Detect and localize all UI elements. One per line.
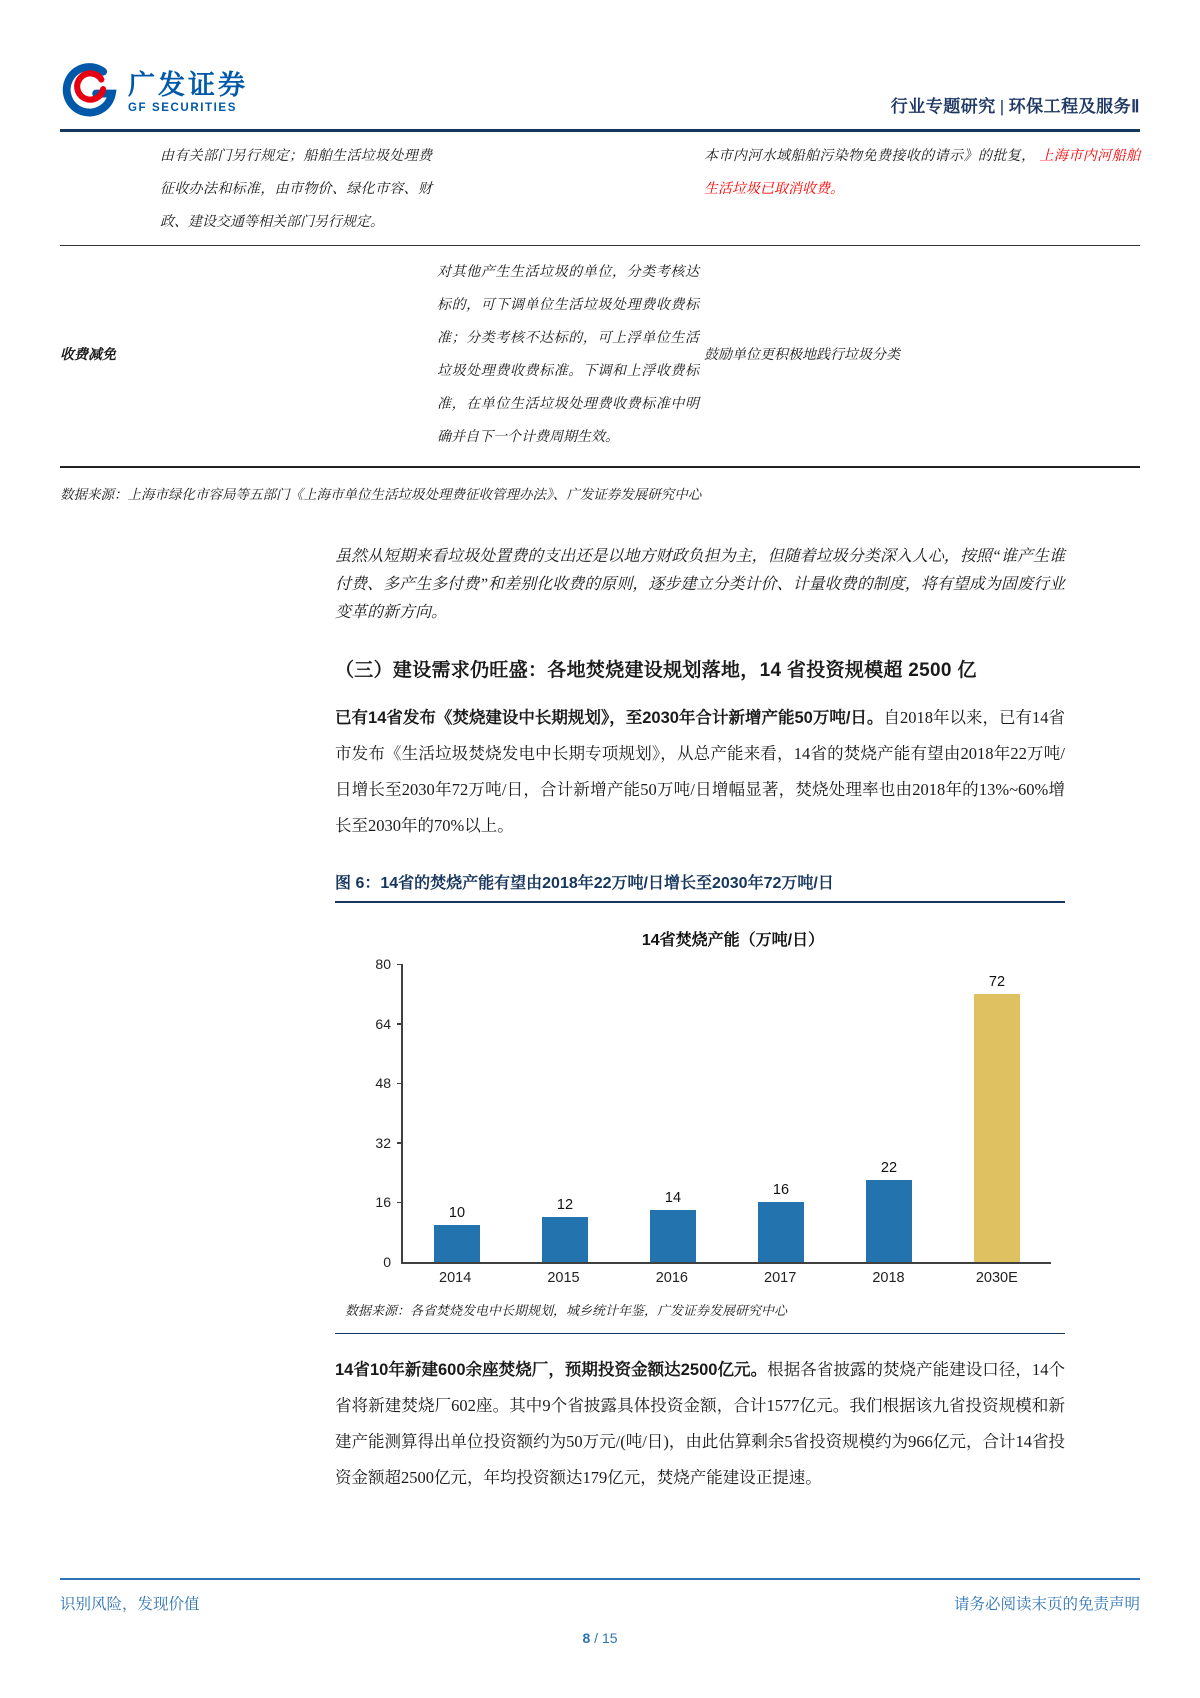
figure-caption: 图 6：14省的焚烧产能有望由2018年22万吨/日增长至2030年72万吨/日 (335, 870, 1065, 903)
y-axis-tick-label: 32 (375, 1134, 391, 1151)
bar-2014 (434, 1225, 480, 1262)
paragraph-comment: 虽然从短期来看垃圾处置费的支出还是以地方财政负担为主，但随着垃圾分类深入人心，按照“谁产生谁付费、多产生多付费”和差别化收费的原则，逐步建立分类计价、计量收费的制度，将有望成为固废行业变革的新方向。 (335, 548, 1065, 621)
x-axis-category-label: 2018 (872, 1270, 905, 1286)
bar-group-2014 (403, 964, 511, 1262)
table-row (60, 246, 1140, 468)
table-cell-regulation: 由有关部门另行规定；船舶生活垃圾处理费征收办法和标准，由市物价、绿化市容、财政、建设交通等相关部门另行规定。 (160, 149, 432, 230)
chart-bars (403, 964, 1051, 1262)
y-axis-tick-mark (397, 1083, 403, 1085)
table-cell-note (704, 140, 1140, 239)
figure-6-chart (335, 903, 1065, 1334)
chart-plot (375, 956, 1051, 1270)
bar-group-2015 (511, 964, 619, 1262)
chart-y-labels (347, 956, 391, 1270)
y-axis-tick-mark (397, 964, 403, 966)
table-data-source: 数据来源：上海市绿化市容局等五部门《上海市单位生活垃圾处理费征收管理办法》、广发证券发展研究中心 (60, 487, 702, 502)
table-row (60, 132, 1140, 246)
paragraph-lead-bold: 已有14省发布《焚烧建设中长期规划》，至2030年合计新增产能50万吨/日。 (335, 709, 884, 727)
table-cell-empty (60, 140, 155, 239)
note-text: 本市内河水域船舶污染物免费接收的请示》的批复， (704, 149, 1036, 164)
report-category (891, 92, 1140, 123)
body-column (335, 543, 1065, 1496)
x-axis-category-label: 2014 (439, 1270, 472, 1286)
x-axis-category-label: 2017 (764, 1270, 797, 1286)
chart-x-labels (401, 1270, 1051, 1286)
y-axis-tick-label: 64 (375, 1015, 391, 1032)
section-heading: （三）建设需求仍旺盛：各地焚烧建设规划落地，14 省投资规模超 2500 亿 (335, 660, 977, 681)
bar-value-label: 12 (556, 1197, 574, 1214)
bar-2030E (974, 994, 1020, 1262)
page-footer (60, 1578, 1140, 1646)
row-label-fee-reduction: 收费减免 (60, 347, 116, 363)
industry-label: 环保工程及服务Ⅱ (1008, 97, 1140, 116)
page-header (60, 62, 1140, 132)
bar-value-label: 10 (448, 1204, 466, 1221)
category-separator: | (999, 97, 1005, 116)
x-axis-category-label: 2030E (975, 1270, 1018, 1286)
gf-securities-logo (60, 62, 248, 123)
doc-type-label: 行业专题研究 (890, 97, 996, 116)
paragraph-body-text: 根据各省披露的焚烧产能建设口径，14个省将新建焚烧厂602座。其中9个省披露具体投资金额，合计1577亿元。我们根据该九省投资规模和新建产能测算得出单位投资额约为50万元/(吨/日)，由此估算剩余5省投资规模约为966亿元，合计14省投资金额超2500亿元，年均投资额达179亿元，焚烧产能建设正提速。 (335, 1360, 1065, 1487)
page-number (60, 1630, 1140, 1646)
footer-disclaimer: 请务必阅读末页的免责声明 (953, 1596, 1140, 1613)
bar-group-2016 (619, 964, 727, 1262)
bar-group-2018 (835, 964, 943, 1262)
chart-area (375, 956, 1051, 1286)
gf-logo-icon (60, 62, 120, 123)
paragraph-investment (335, 1352, 1065, 1496)
page-separator: / (590, 1630, 602, 1646)
y-axis-tick-mark (397, 1202, 403, 1204)
bar-2018 (866, 1180, 912, 1262)
chart-data-source: 数据来源：各省焚烧发电中长期规划，城乡统计年鉴，广发证券发展研究中心 (345, 1303, 788, 1318)
paragraph-lead-bold: 14省10年新建600余座焚烧厂，预期投资金额达2500亿元。 (335, 1361, 768, 1379)
x-axis-category-label: 2016 (655, 1270, 688, 1286)
bar-2015 (542, 1217, 588, 1262)
bar-2017 (758, 1202, 804, 1262)
fee-policy-table (60, 132, 1140, 511)
table-cell-purpose: 鼓励单位更积极地践行垃圾分类 (704, 347, 900, 363)
bar-value-label: 16 (772, 1182, 790, 1199)
y-axis-tick-label: 48 (375, 1075, 391, 1092)
y-axis-tick-mark (397, 1142, 403, 1144)
brand-name-en: GF SECURITIES (128, 102, 237, 115)
y-axis-tick-label: 16 (375, 1194, 391, 1211)
bar-2016 (650, 1210, 696, 1262)
x-axis-category-label: 2015 (547, 1270, 580, 1286)
paragraph-capacity (335, 700, 1065, 844)
y-axis-tick-mark (397, 1023, 403, 1025)
page-total: 15 (601, 1630, 618, 1646)
table-cell-policy-detail: 对其他产生生活垃圾的单位，分类考核达标的，可下调单位生活垃圾处理费收费标准；分类考核不达标的，可上浮单位生活垃圾处理费收费标准。下调和上浮收费标准，在单位生活垃圾处理费收费标准中明确并自下一个计费周期生效。 (437, 265, 699, 445)
table-cell-empty (437, 140, 699, 239)
bar-value-label: 22 (880, 1160, 898, 1177)
bar-group-2030E (943, 964, 1051, 1262)
bar-value-label: 72 (988, 973, 1006, 990)
chart-title: 14省焚烧产能（万吨/日） (641, 932, 825, 949)
paragraph-body-text: 自2018年以来，已有14省市发布《生活垃圾焚烧发电中长期专项规划》，从总产能来看，14省的焚烧产能有望由2018年22万吨/日增长至2030年72万吨/日，合计新增产能50万吨/日增幅显著，焚烧处理率也由2018年的13%~60%增长至2030年的70%以上。 (335, 708, 1066, 835)
y-axis-tick-label: 80 (375, 956, 391, 972)
brand-name-cn: 广发证券 (128, 69, 248, 100)
bar-group-2017 (727, 964, 835, 1262)
y-axis-tick-label: 0 (383, 1254, 391, 1270)
bar-value-label: 14 (664, 1189, 682, 1206)
page-current: 8 (582, 1630, 591, 1646)
note-highlight-red: 上海市内河船舶生活垃圾已取消收费。 (704, 149, 1141, 197)
table-cell-empty (160, 256, 432, 454)
footer-slogan: 识别风险，发现价值 (60, 1596, 200, 1613)
